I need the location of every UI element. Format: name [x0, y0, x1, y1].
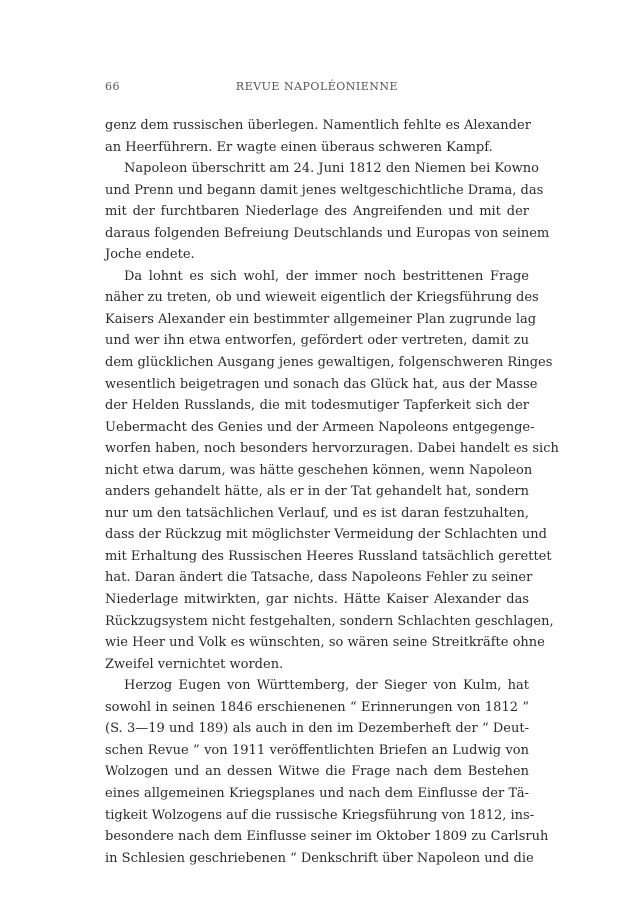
- text-line: wie Heer und Volk es wünschten, so wären seine Streitkräfte ohne: [105, 635, 545, 651]
- text-line: anders gehandelt hätte, als er in der Tat gehandelt hat, sondern: [105, 484, 529, 500]
- text-line: in Schlesien geschriebenen “ Denkschrift über Napoleon und die: [105, 850, 534, 866]
- text-line: eines allgemeinen Kriegsplanes und nach dem Einflusse der Tä-: [105, 785, 529, 801]
- running-title: REVUE NAPOLÉONIENNE: [235, 80, 399, 93]
- text-line: wesentlich beigetragen und sonach das Glück hat, aus der Masse: [105, 376, 538, 392]
- text-line: nicht etwa darum, was hätte geschehen können, wenn Napoleon: [105, 462, 533, 478]
- text-line: Niederlage mitwirkten, gar nichts. Hätte Kaiser Alexander das: [105, 592, 529, 608]
- text-line: Uebermacht des Genies und der Armeen Napoleons entgegenge-: [105, 419, 535, 435]
- text-line: mit der furchtbaren Niederlage des Angreifenden und mit der: [105, 204, 529, 220]
- text-line: und Prenn und begann damit jenes weltgeschichtliche Drama, das: [105, 182, 544, 198]
- text-line: Herzog Eugen von Württemberg, der Sieger von Kulm, hat: [124, 678, 529, 694]
- text-line: genz dem russischen überlegen. Namentlich fehlte es Alexander: [105, 118, 531, 133]
- text-line: sowohl in seinen 1846 erschienenen “ Erinnerungen von 1812 ”: [105, 699, 529, 715]
- text-line: hat. Daran ändert die Tatsache, dass Napoleons Fehler zu seiner: [105, 570, 533, 586]
- text-line: und wer ihn etwa entworfen, gefördert oder vertreten, damit zu: [105, 333, 529, 349]
- body-text: [105, 115, 559, 869]
- text-line: Kaisers Alexander ein bestimmter allgemeiner Plan zugrunde lag: [105, 311, 537, 327]
- text-line: der Helden Russlands, die mit todesmutiger Tapferkeit sich der: [105, 398, 529, 414]
- text-line: dass der Rückzug mit möglichster Vermeidung der Schlachten und: [105, 527, 547, 543]
- text-line: an Heerführern. Er wagte einen überaus schweren Kampf.: [105, 139, 493, 155]
- text-line: nur um den tatsächlichen Verlauf, und es ist daran festzuhalten,: [105, 505, 529, 521]
- text-line: Joche endete.: [105, 247, 195, 263]
- page-number: 66: [105, 80, 120, 93]
- text-line: (S. 3—19 und 189) als auch in den im Dezemberheft der “ Deut-: [105, 721, 529, 737]
- text-line: Zweifel vernichtet worden.: [105, 656, 284, 672]
- text-line: dem glücklichen Ausgang jenes gewaltigen, folgenschweren Ringes: [105, 355, 553, 371]
- text-line: mit Erhaltung des Russischen Heeres Russland tatsächlich gerettet: [105, 548, 552, 564]
- text-line: daraus folgenden Befreiung Deutschlands und Europas von seinem: [105, 225, 550, 241]
- text-line: Wolzogen und an dessen Witwe die Frage nach dem Bestehen: [105, 764, 529, 780]
- text-line: näher zu treten, ob und wieweit eigentlich der Kriegsführung des: [105, 290, 539, 306]
- running-header: [105, 80, 529, 100]
- text-line: Rückzugsystem nicht festgehalten, sondern Schlachten geschlagen,: [105, 613, 554, 629]
- text-line: tigkeit Wolzogens auf die russische Kriegsführung von 1812, ins-: [105, 807, 535, 823]
- text-line: besondere nach dem Einflusse seiner im Oktober 1809 zu Carlsruh: [105, 829, 549, 845]
- text-line: schen Revue ” von 1911 veröffentlichten Briefen an Ludwig von: [105, 742, 529, 758]
- text-line: Da lohnt es sich wohl, der immer noch bestrittenen Frage: [124, 268, 529, 284]
- text-line: worfen haben, noch besonders hervorzuragen. Dabei handelt es sich: [105, 441, 559, 457]
- text-line: Napoleon überschritt am 24. Juni 1812 den Niemen bei Kowno: [124, 161, 539, 177]
